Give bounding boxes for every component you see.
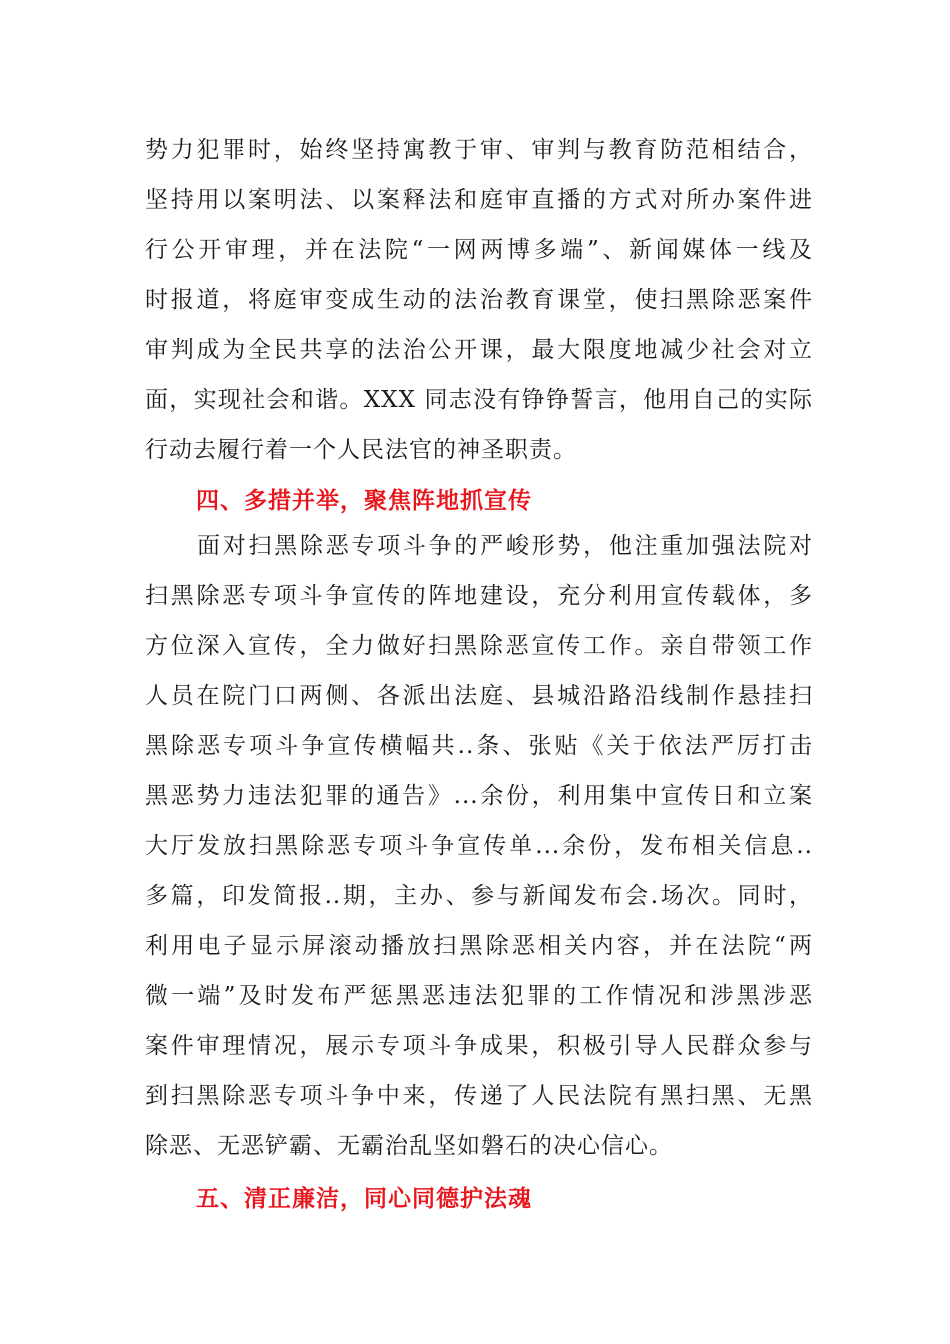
paragraph-1-line: 势力犯罪时，始终坚持寓教于审、审判与教育防范相结合， [145, 137, 813, 163]
paragraph-2-line: 扫黑除恶专项斗争宣传的阵地建设，充分利用宣传载体，多 [145, 583, 813, 609]
paragraph-2-line: 大厅发放扫黑除恶专项斗争宣传单...余份，发布相关信息.. [145, 833, 813, 859]
paragraph-2-line: 案件审理情况，展示专项斗争成果，积极引导人民群众参与 [145, 1033, 813, 1059]
paragraph-2 [145, 521, 813, 1171]
paragraph-1-line: 时报道，将庭审变成生动的法治教育课堂，使扫黑除恶案件 [145, 287, 813, 313]
paragraph-1-line: 审判成为全民共享的法治公开课，最大限度地减少社会对立 [145, 337, 813, 363]
section-heading-5: 五、清正廉洁，同心同德护法魂 [196, 1186, 532, 1212]
paragraph-2-line: 黑恶势力违法犯罪的通告》...余份，利用集中宣传日和立案 [145, 783, 813, 809]
paragraph-1-line: 行公开审理，并在法院“一网两博多端”、新闻媒体一线及 [145, 237, 813, 263]
paragraph-2-line: 黑除恶专项斗争宣传横幅共..条、张贴《关于依法严厉打击 [145, 733, 813, 759]
paragraph-2-line: 多篇，印发简报..期，主办、参与新闻发布会.场次。同时， [145, 883, 813, 909]
paragraph-1-line: 行动去履行着一个人民法官的神圣职责。 [145, 437, 577, 463]
paragraph-2-line: 人员在院门口两侧、各派出法庭、县城沿路沿线制作悬挂扫 [145, 683, 813, 709]
paragraph-2-line: 到扫黑除恶专项斗争中来，传递了人民法院有黑扫黑、无黑 [145, 1083, 813, 1109]
paragraph-2-line: 利用电子显示屏滚动播放扫黑除恶相关内容，并在法院“两 [145, 933, 813, 959]
paragraph-2-line: 方位深入宣传，全力做好扫黑除恶宣传工作。亲自带领工作 [145, 633, 813, 659]
paragraph-1 [145, 125, 813, 475]
paragraph-1-line: 坚持用以案明法、以案释法和庭审直播的方式对所办案件进 [145, 187, 813, 213]
paragraph-2-line: 面对扫黑除恶专项斗争的严峻形势，他注重加强法院对 [197, 533, 813, 559]
paragraph-1-line: 面，实现社会和谐。XXX 同志没有铮铮誓言，他用自己的实际 [145, 387, 813, 413]
paragraph-2-line: 微一端”及时发布严惩黑恶违法犯罪的工作情况和涉黑涉恶 [145, 983, 813, 1009]
section-heading-4: 四、多措并举，聚焦阵地抓宣传 [196, 488, 532, 514]
paragraph-2-line: 除恶、无恶铲霸、无霸治乱坚如磐石的决心信心。 [145, 1133, 673, 1159]
